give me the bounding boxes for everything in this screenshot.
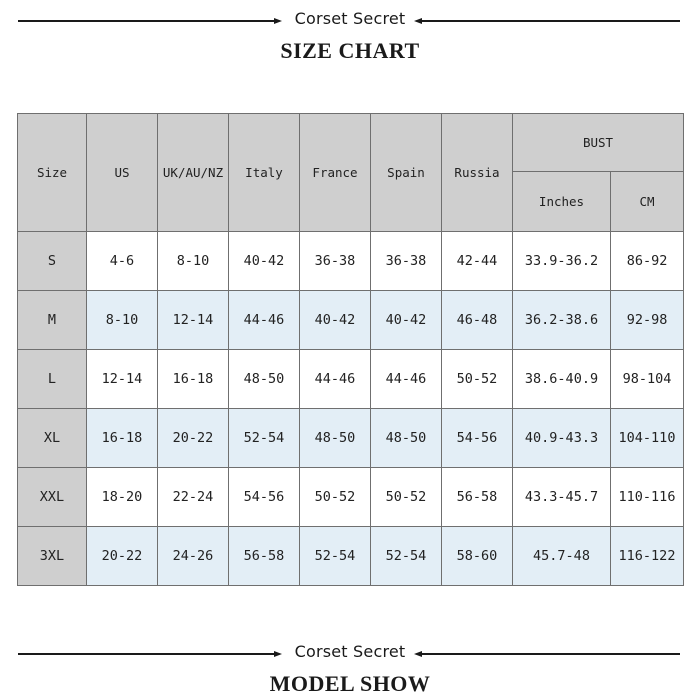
spain-cell: 52-54 (371, 527, 442, 586)
divider-line-left (18, 20, 278, 22)
brand-logo-text: Corset Secret (294, 642, 406, 661)
table-row (18, 291, 684, 350)
bust-inches-cell: 38.6-40.9 (513, 350, 611, 409)
bust-inches-cell: 36.2-38.6 (513, 291, 611, 350)
italy-cell: 52-54 (229, 409, 300, 468)
header-size: Size (18, 114, 87, 232)
header-spain: Spain (371, 114, 442, 232)
france-cell: 50-52 (300, 468, 371, 527)
france-cell: 52-54 (300, 527, 371, 586)
us-cell: 18-20 (87, 468, 158, 527)
italy-cell: 48-50 (229, 350, 300, 409)
divider-line-right (418, 653, 680, 655)
uk-cell: 8-10 (158, 232, 229, 291)
spain-cell: 44-46 (371, 350, 442, 409)
brand-divider-bottom (0, 642, 700, 666)
us-cell: 8-10 (87, 291, 158, 350)
uk-cell: 16-18 (158, 350, 229, 409)
table-row (18, 350, 684, 409)
table-row (18, 232, 684, 291)
spain-cell: 36-38 (371, 232, 442, 291)
table-row (18, 527, 684, 586)
russia-cell: 50-52 (442, 350, 513, 409)
bust-inches-cell: 45.7-48 (513, 527, 611, 586)
us-cell: 4-6 (87, 232, 158, 291)
russia-cell: 56-58 (442, 468, 513, 527)
uk-cell: 12-14 (158, 291, 229, 350)
bust-cm-cell: 116-122 (611, 527, 684, 586)
table-body (18, 232, 684, 586)
bust-cm-cell: 92-98 (611, 291, 684, 350)
russia-cell: 42-44 (442, 232, 513, 291)
france-cell: 36-38 (300, 232, 371, 291)
model-show-title: MODEL SHOW (269, 671, 431, 696)
header-russia: Russia (442, 114, 513, 232)
italy-cell: 54-56 (229, 468, 300, 527)
russia-cell: 46-48 (442, 291, 513, 350)
size-cell: M (18, 291, 87, 350)
table-row (18, 409, 684, 468)
bust-cm-cell: 86-92 (611, 232, 684, 291)
header-inches: Inches (513, 172, 611, 232)
france-cell: 40-42 (300, 291, 371, 350)
us-cell: 12-14 (87, 350, 158, 409)
us-cell: 20-22 (87, 527, 158, 586)
divider-line-right (418, 20, 680, 22)
spain-cell: 50-52 (371, 468, 442, 527)
header-us: US (87, 114, 158, 232)
bust-inches-cell: 33.9-36.2 (513, 232, 611, 291)
france-cell: 48-50 (300, 409, 371, 468)
bust-inches-cell: 40.9-43.3 (513, 409, 611, 468)
header-cm: CM (611, 172, 684, 232)
size-chart-table (17, 113, 684, 586)
us-cell: 16-18 (87, 409, 158, 468)
brand-logo-text: Corset Secret (294, 9, 406, 28)
size-cell: 3XL (18, 527, 87, 586)
italy-cell: 44-46 (229, 291, 300, 350)
size-cell: XL (18, 409, 87, 468)
russia-cell: 54-56 (442, 409, 513, 468)
france-cell: 44-46 (300, 350, 371, 409)
size-cell: L (18, 350, 87, 409)
table-row (18, 468, 684, 527)
spain-cell: 40-42 (371, 291, 442, 350)
spain-cell: 48-50 (371, 409, 442, 468)
uk-cell: 24-26 (158, 527, 229, 586)
uk-cell: 20-22 (158, 409, 229, 468)
header-italy: Italy (229, 114, 300, 232)
uk-cell: 22-24 (158, 468, 229, 527)
header-uk-au-nz: UK/AU/NZ (158, 114, 229, 232)
bust-cm-cell: 110-116 (611, 468, 684, 527)
size-cell: XXL (18, 468, 87, 527)
italy-cell: 40-42 (229, 232, 300, 291)
italy-cell: 56-58 (229, 527, 300, 586)
bust-inches-cell: 43.3-45.7 (513, 468, 611, 527)
bust-cm-cell: 98-104 (611, 350, 684, 409)
russia-cell: 58-60 (442, 527, 513, 586)
size-cell: S (18, 232, 87, 291)
header-france: France (300, 114, 371, 232)
size-chart-title: SIZE CHART (280, 38, 420, 63)
brand-divider-top (0, 9, 700, 33)
header-bust: BUST (513, 114, 684, 172)
divider-line-left (18, 653, 278, 655)
bust-cm-cell: 104-110 (611, 409, 684, 468)
